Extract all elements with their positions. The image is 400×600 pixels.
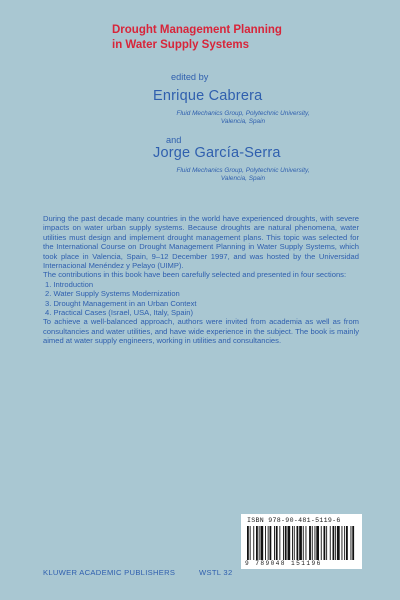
barcode-digits: 9 789048 151196: [245, 560, 322, 567]
barcode-bar: [283, 526, 284, 560]
isbn-barcode: [241, 514, 362, 569]
barcode-bar: [247, 526, 249, 560]
barcode-bar: [259, 526, 260, 560]
publisher-name: KLUWER ACADEMIC PUBLISHERS: [43, 568, 176, 577]
barcode-bar: [288, 526, 291, 560]
barcode-bar: [292, 526, 293, 560]
editor-affiliation-1-line-2: Valencia, Spain: [220, 118, 266, 126]
barcode-bar: [270, 526, 272, 560]
book-title-line-2: in Water Supply Systems: [112, 39, 249, 51]
editor-affiliation-1: [173, 110, 313, 127]
list-item: 4. Practical Cases (Israel, USA, Italy, Spain): [45, 308, 193, 318]
barcode-bar: [344, 526, 345, 560]
barcode-bar: [342, 526, 343, 560]
barcode-bar: [326, 526, 327, 560]
sections-list: [43, 280, 359, 318]
editor-name-2: Jorge García-Serra: [153, 145, 281, 161]
barcode-bar: [312, 526, 313, 560]
barcode-bar: [346, 526, 348, 560]
list-item: 1. Introduction: [45, 279, 94, 289]
blurb-paragraph-1: During the past decade many countries in the world have experienced droughts, with severe impacts on water urban supply systems. Because droughts are natural phenomena, water utilities must design and implement drought management plans. This topic was selected for the International Course on Drought Management Planning in Water Supply Systems, which took place in Valencia, Spain, 9–12 December 1997, and was hosted by the Universidad Internacional Menéndez y Pelayo (UIMP).: [43, 214, 359, 271]
barcode-bar: [268, 526, 269, 560]
barcode-bar: [315, 526, 316, 560]
barcode-bar: [324, 526, 326, 560]
barcode-bar: [294, 526, 295, 560]
barcode-bar: [285, 526, 287, 560]
barcode-bar: [297, 526, 299, 560]
barcode-bar: [256, 526, 258, 560]
barcode-bar: [261, 526, 264, 560]
barcode-bar: [337, 526, 340, 560]
edited-by-label: edited by: [171, 72, 209, 82]
barcode-bar: [352, 526, 354, 560]
editor-name-1: Enrique Cabrera: [153, 88, 263, 104]
back-cover-blurb: [43, 214, 359, 346]
blurb-paragraph-3: To achieve a well-balanced approach, authors were invited from academia as well as from consultancies and water utilities, and have wide experience in the subject. The book is mainly aimed at water supply engineers, working in utilities and consultancies.: [43, 317, 359, 346]
editor-affiliation-2: [173, 167, 313, 184]
and-label: and: [166, 135, 182, 145]
series-code: WSTL 32: [199, 568, 233, 577]
isbn-label: ISBN 978-90-481-5119-6: [247, 517, 341, 524]
barcode-bar: [250, 526, 251, 560]
barcode-bar: [299, 526, 302, 560]
barcode-bar: [303, 526, 304, 560]
barcode-bar: [333, 526, 335, 560]
editor-affiliation-2-line-2: Valencia, Spain: [220, 175, 266, 183]
barcode-bar: [335, 526, 336, 560]
editor-affiliation-1-line-1: Fluid Mechanics Group, Polytechnic University,: [176, 110, 310, 117]
barcode-bar: [279, 526, 280, 560]
barcode-bar: [306, 526, 307, 560]
blurb-paragraph-2: The contributions in this book have been carefully selected and presented in four sections:: [43, 270, 347, 280]
barcode-graphic: [247, 526, 356, 560]
book-title: [112, 23, 382, 53]
barcode-bar: [330, 526, 331, 560]
barcode-bar: [265, 526, 266, 560]
barcode-bar: [274, 526, 275, 560]
barcode-bar: [276, 526, 278, 560]
editor-affiliation-2-line-1: Fluid Mechanics Group, Polytechnic University,: [176, 167, 310, 174]
barcode-bar: [321, 526, 322, 560]
barcode-bar: [316, 526, 319, 560]
book-title-line-1: Drought Management Planning: [112, 24, 282, 36]
list-item: 3. Drought Management in an Urban Context: [45, 298, 197, 308]
barcode-bar: [351, 526, 352, 560]
list-item: 2. Water Supply Systems Modernization: [45, 289, 180, 299]
barcode-bar: [253, 526, 254, 560]
barcode-bar: [309, 526, 311, 560]
